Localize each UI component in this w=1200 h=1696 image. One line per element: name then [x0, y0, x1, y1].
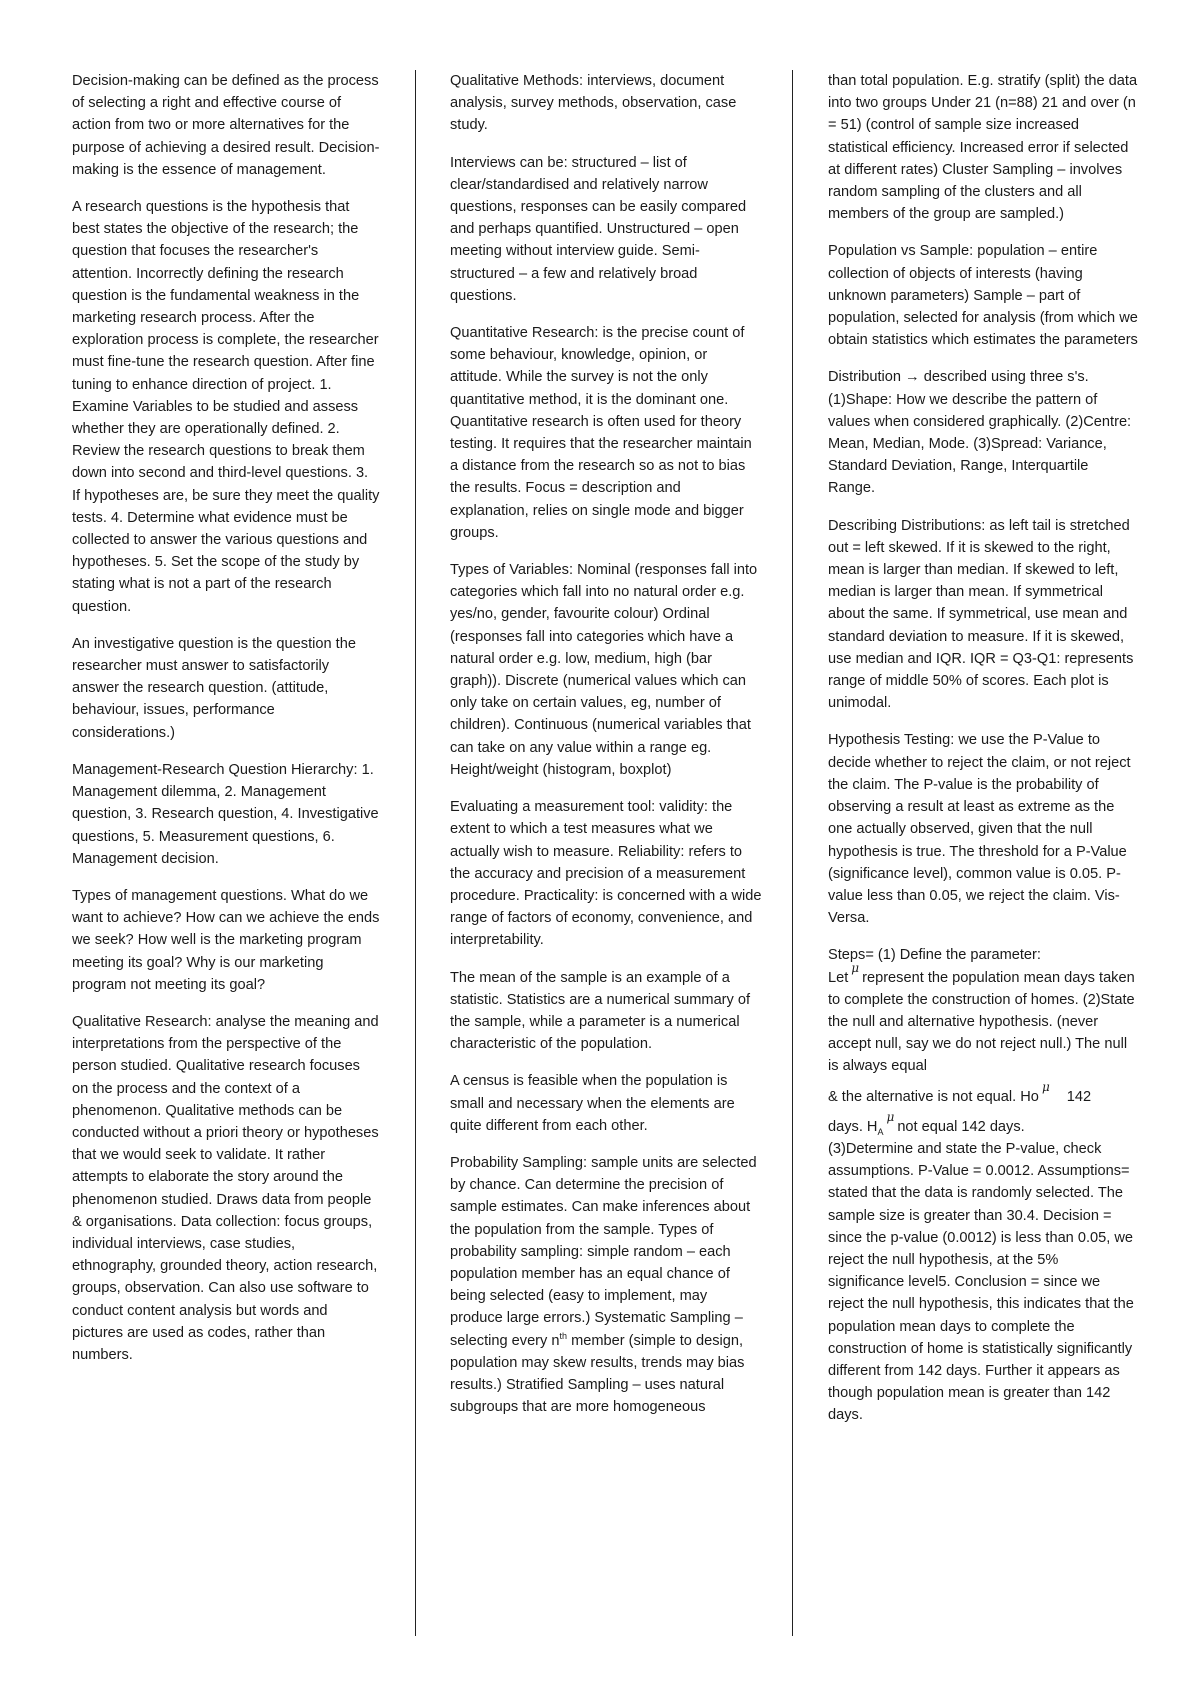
- paragraph-hypothesis-testing: Hypothesis Testing: we use the P-Value to decide whether to reject the claim, or not reject the claim. The P-value is the probability of observing a result at least as extreme as the one actually observed, given that the null hypothesis is true. The threshold for a P-Value (significance level), common value is 0.05. P-value less than 0.05, we reject the claim. Vis-Versa.: [828, 732, 1131, 927]
- paragraph-measurement-tool: Evaluating a measurement tool: validity: the extent to which a test measures what we actually wish to measure. Reliability: refers to the accuracy and precision of a measurement procedure. Practicality: is concerned with a wide range of factors of economy, convenience, and interpretability.: [450, 799, 762, 949]
- paragraph-probability-sampling: [450, 1152, 762, 1418]
- column-divider-left: [415, 70, 416, 1636]
- paragraph-statistic: The mean of the sample is an example of a statistic. Statistics are a numerical summary of the sample, while a parameter is a numerical characteristic of the population.: [450, 969, 751, 1053]
- paragraph-question-hierarchy: Management-Research Question Hierarchy: 1. Management dilemma, 2. Management question, 3. Research question, 4. Investigative questions, 5. Measurement questions, 6. Management decision.: [72, 761, 379, 867]
- sampling-text-a: Probability Sampling: sample units are selected by chance. Can determine the precision of sample estimates. Can make inferences about the population from the sample. Types of probability sampling: simple random – each population member has an equal chance of being selected (easy to implement, may produce large errors.) Systematic Sampling – selecting every n: [450, 1154, 757, 1349]
- paragraph-decision-making: Decision-making can be defined as the process of selecting a right and effective course of action from two or more alternatives for the purpose of achieving a desired result. Decision-making is the essence of management.: [72, 73, 380, 178]
- paragraph-qualitative-research: Qualitative Research: analyse the meaning and interpretations from the perspective of the person studied. Qualitative research focuses on the process and the context of a phenomenon. Qualitative methods can be conducted without a priori theory or hypotheses that we would seek to validate. It rather attempts to elaborate the story around the phenomenon studied. Draws data from people & organisations. Data collection: focus groups, individual interviews, case studies, ethnography, grounded theory, action research, groups, observation. Can also use software to conduct content analysis but words and pictures are used as codes, rather than numbers.: [72, 1013, 379, 1363]
- paragraph-sampling-continued: than total population. E.g. stratify (split) the data into two groups Under 21 (n=88) 21 and over (n = 51) (control of sample size increased statistical efficiency. Increased error if selected at different rates) Cluster Sampling – involves random sampling of the clusters and all members of the group are sampled.): [828, 73, 1138, 223]
- sampling-text-b: member (simple to design, population may skew results, trends may bias results.) Stratified Sampling – uses natural subgroups that are more homogeneous: [450, 1332, 745, 1416]
- paragraph-types-of-variables: Types of Variables: Nominal (responses fall into categories which fall into no natural order e.g. yes/no, gender, favourite colour) Ordinal (responses fall into categories which have a natural order e.g. low, medium, high (bar graph)). Discrete (numerical values which can only take on certain values, eg, number of children). Continuous (numerical variables that can take on any value within a range eg. Height/weight (histogram, boxplot): [450, 562, 758, 778]
- paragraph-qualitative-methods: Qualitative Methods: interviews, document analysis, survey methods, observation, case study.: [450, 73, 737, 134]
- mu-symbol-null: μ: [1041, 1079, 1050, 1094]
- paragraph-research-questions: A research questions is the hypothesis that best states the objective of the research; the question that focuses the researcher's attention. Incorrectly defining the research question is the fundamental weakness in the marketing research process. After the exploration process is complete, the researcher must fine-tune the research question. After fine tuning to enhance direction of project. 1. Examine Variables to be studied and assess whether they are operationally defined. 2. Review the research questions to break them down into second and third-level questions. 3. If hypotheses are, be sure they meet the quality tests. 4. Determine what evidence must be collected to answer the various questions and hypotheses. 5. Set the scope of the study by stating what is not a part of the research question.: [72, 199, 380, 615]
- steps-text-3: & the alternative is not equal. Ho: [828, 1088, 1039, 1105]
- superscript-th: th: [559, 1330, 568, 1341]
- paragraph-quantitative-research: Quantitative Research: is the precise count of some behaviour, knowledge, opinion, or attitude. While the survey is not the only quantitative method, it is the dominant one. Quantitative research is often used for theory testing. It requires that the researcher maintain a distance from the research so as not to bias the results. Focus = description and explanation, relies on single mode and bigger groups.: [450, 325, 752, 541]
- subscript-a: A: [877, 1126, 884, 1137]
- steps-value-142: 142: [1066, 1088, 1092, 1105]
- paragraph-census: A census is feasible when the population is small and necessary when the elements are quite different from each other.: [450, 1073, 735, 1134]
- steps-text-1: Steps= (1) Define the parameter: Let: [828, 947, 1041, 986]
- column-middle: [450, 70, 762, 1433]
- steps-text-4: days. H: [828, 1118, 878, 1135]
- paragraph-steps-continued: [828, 1109, 1138, 1427]
- mu-symbol-alt: μ: [886, 1109, 895, 1124]
- paragraph-management-questions: Types of management questions. What do we want to achieve? How can we achieve the ends we seek? How well is the marketing program meeting its goal? Why is our marketing program not meeting its goal?: [72, 887, 380, 993]
- paragraph-interviews: Interviews can be: structured – list of clear/standardised and relatively narrow questions, responses can be easily compared and perhaps quantified. Unstructured – open meeting without interview guide. Semi-structured – a few and relatively broad questions.: [450, 154, 747, 304]
- paragraph-steps-hypotheses: [828, 1079, 1138, 1108]
- paragraph-investigative-question: An investigative question is the question the researcher must answer to satisfactorily answer the research question. (attitude, behaviour, issues, performance considerations.): [72, 635, 356, 741]
- column-right: [828, 70, 1138, 1442]
- steps-text-5: not equal 142 days.: [897, 1118, 1025, 1135]
- paragraph-distribution: Distribution → described using three s's. (1)Shape: How we describe the pattern of values when considered graphically. (2)Centre: Mean, Median, Mode. (3)Spread: Variance, Standard Deviation, Range, Interquartile Range.: [828, 369, 1132, 497]
- steps-text-6: (3)Determine and state the P-value, check assumptions. P-Value = 0.0012. Assumptions= stated that the data is randomly selected. The sample size is greater than 30.4. Decision = since the p-value (0.0012) is less than 0.05, we reject the null hypothesis, at the 5% significance level5. Conclusion = since we reject the null hypothesis, this indicates that the population mean days to complete the construction of home is statistically significantly different from 142 days. Further it appears as though population mean is greater than 142 days.: [828, 1140, 1134, 1424]
- paragraph-steps: [828, 944, 1138, 1077]
- column-left: [72, 70, 380, 1381]
- steps-text-2: represent the population mean days taken to complete the construction of homes. (2)State the null and alternative hypothesis. (never accept null, say we do not reject null.) The null is always equal: [828, 969, 1135, 1075]
- mu-symbol: μ: [851, 960, 860, 975]
- paragraph-population-vs-sample: Population vs Sample: population – entire collection of objects of interests (having unknown parameters) Sample – part of population, selected for analysis (from which we obtain statistics which estimates the parameters: [828, 243, 1138, 349]
- column-divider-right: [792, 70, 793, 1636]
- paragraph-describing-distributions: Describing Distributions: as left tail is stretched out = left skewed. If it is skewed to the right, mean is larger than median. If skewed to left, median is larger than mean. If symmetrical about the same. If symmetrical, use mean and standard deviation to measure. If it is skewed, use median and IQR. IQR = Q3-Q1: represents range of middle 50% of scores. Each plot is unimodal.: [828, 517, 1134, 712]
